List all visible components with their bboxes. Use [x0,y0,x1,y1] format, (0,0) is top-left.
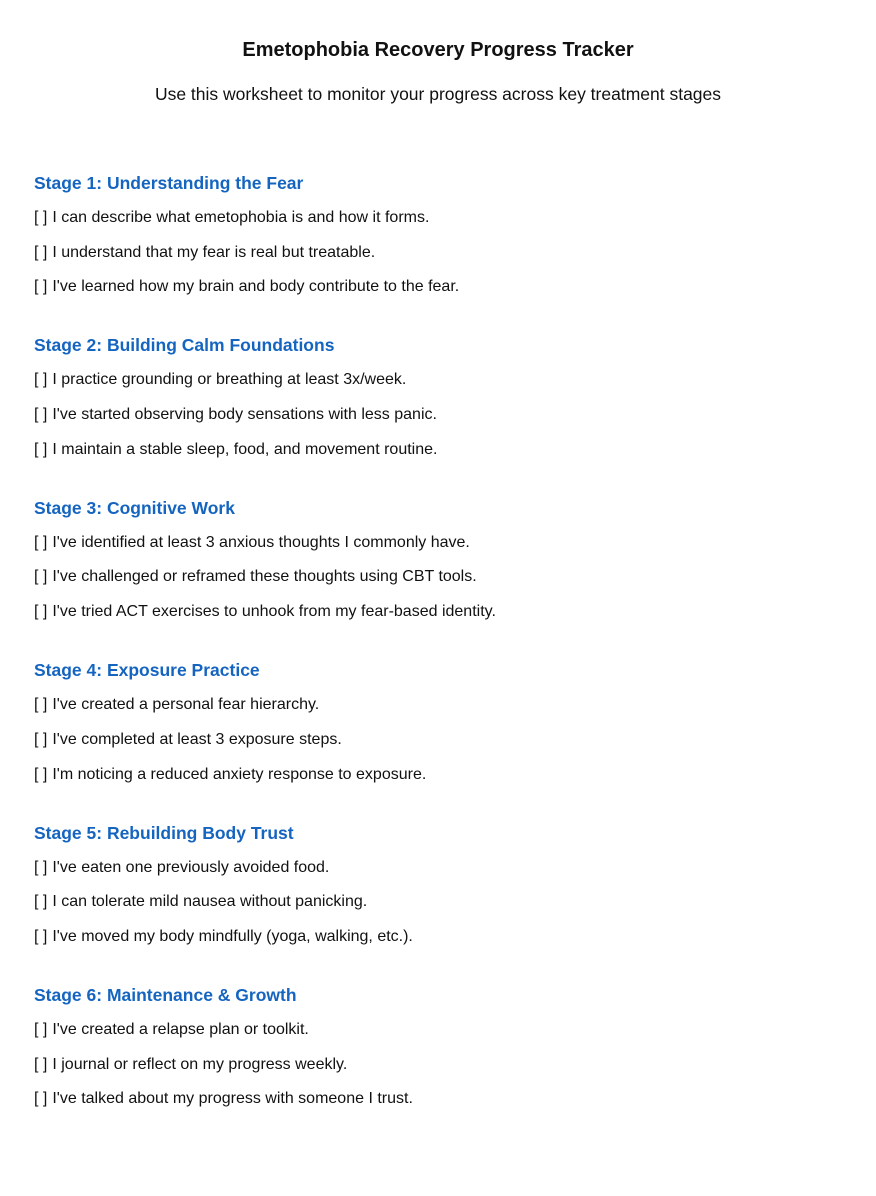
checklist-item-text: I'm noticing a reduced anxiety response to exposure. [52,765,427,783]
checkbox-glyph: [ ] [34,893,48,911]
checkbox-glyph: [ ] [34,858,48,876]
checkbox-glyph: [ ] [34,927,48,945]
stage-6-checklist [34,1020,842,1109]
checklist-item [34,602,842,622]
checklist-item [34,567,842,587]
stage-2-section [34,334,842,459]
stage-3-checklist [34,533,842,622]
stage-1-section [34,172,842,297]
checkbox-glyph: [ ] [34,1090,48,1108]
checklist-item-text: I've identified at least 3 anxious thoughts I commonly have. [52,533,470,551]
stage-4-section [34,659,842,784]
checklist-item-text: I've challenged or reframed these thoughts using CBT tools. [52,568,477,586]
checklist-item-text: I practice grounding or breathing at least 3x/week. [52,371,407,389]
checkbox-glyph: [ ] [34,440,48,458]
checklist-item [34,1020,842,1040]
checklist-item-text: I've started observing body sensations with less panic. [52,406,437,424]
checkbox-glyph: [ ] [34,568,48,586]
checklist-item [34,927,842,947]
checklist-item [34,730,842,750]
checklist-item [34,1089,842,1109]
stage-5-checklist [34,858,842,947]
checklist-item-text: I journal or reflect on my progress weekly. [52,1055,348,1073]
checkbox-glyph: [ ] [34,243,48,261]
stage-4-heading: Stage 4: Exposure Practice [34,660,260,681]
checklist-item [34,858,842,878]
checklist-item-text: I've talked about my progress with someone I trust. [52,1090,413,1108]
checklist-item-text: I can describe what emetophobia is and how it forms. [52,209,430,226]
checkbox-glyph: [ ] [34,603,48,621]
checkbox-glyph: [ ] [34,209,48,226]
checklist-item-text: I maintain a stable sleep, food, and movement routine. [52,440,438,458]
checklist-item-text: I've created a personal fear hierarchy. [52,696,320,714]
checklist-item [34,208,842,228]
stage-3-section [34,497,842,622]
checklist-item [34,243,842,263]
checklist-item-text: I've tried ACT exercises to unhook from my fear-based identity. [52,603,496,621]
stage-5-section [34,822,842,947]
checklist-item [34,277,842,297]
checkbox-glyph: [ ] [34,1020,48,1038]
checkbox-glyph: [ ] [34,371,48,389]
stage-2-heading: Stage 2: Building Calm Foundations [34,335,335,356]
checklist-item-text: I understand that my fear is real but treatable. [52,243,376,261]
page-title: Emetophobia Recovery Progress Tracker [242,39,634,61]
checklist-item [34,765,842,785]
checklist-item-text: I've learned how my brain and body contribute to the fear. [52,278,460,296]
checkbox-glyph: [ ] [34,278,48,296]
checklist-item-text: I've eaten one previously avoided food. [52,858,330,876]
stage-4-checklist [34,695,842,784]
checklist-item-text: I've created a relapse plan or toolkit. [52,1020,309,1038]
stage-1-checklist [34,208,842,297]
stage-3-heading: Stage 3: Cognitive Work [34,497,235,518]
checklist-item [34,695,842,715]
page-subtitle: Use this worksheet to monitor your progress across key treatment stages [154,84,722,104]
stage-2-checklist [34,370,842,459]
checklist-item [34,1055,842,1075]
checklist-item [34,440,842,460]
checkbox-glyph: [ ] [34,1055,48,1073]
checklist-item [34,405,842,425]
checkbox-glyph: [ ] [34,533,48,551]
checklist-item [34,370,842,390]
stage-6-heading: Stage 6: Maintenance & Growth [34,984,297,1005]
checklist-item-text: I can tolerate mild nausea without panicking. [52,893,368,911]
checklist-item [34,533,842,553]
checklist-item-text: I've completed at least 3 exposure steps. [52,730,342,748]
stage-1-heading: Stage 1: Understanding the Fear [34,173,304,193]
stage-5-heading: Stage 5: Rebuilding Body Trust [34,822,294,843]
stages-list [34,172,842,1109]
checkbox-glyph: [ ] [34,730,48,748]
checklist-item-text: I've moved my body mindfully (yoga, walking, etc.). [52,927,413,945]
checkbox-glyph: [ ] [34,406,48,424]
stage-6-section [34,984,842,1109]
checkbox-glyph: [ ] [34,765,48,783]
checklist-item [34,892,842,912]
checkbox-glyph: [ ] [34,696,48,714]
